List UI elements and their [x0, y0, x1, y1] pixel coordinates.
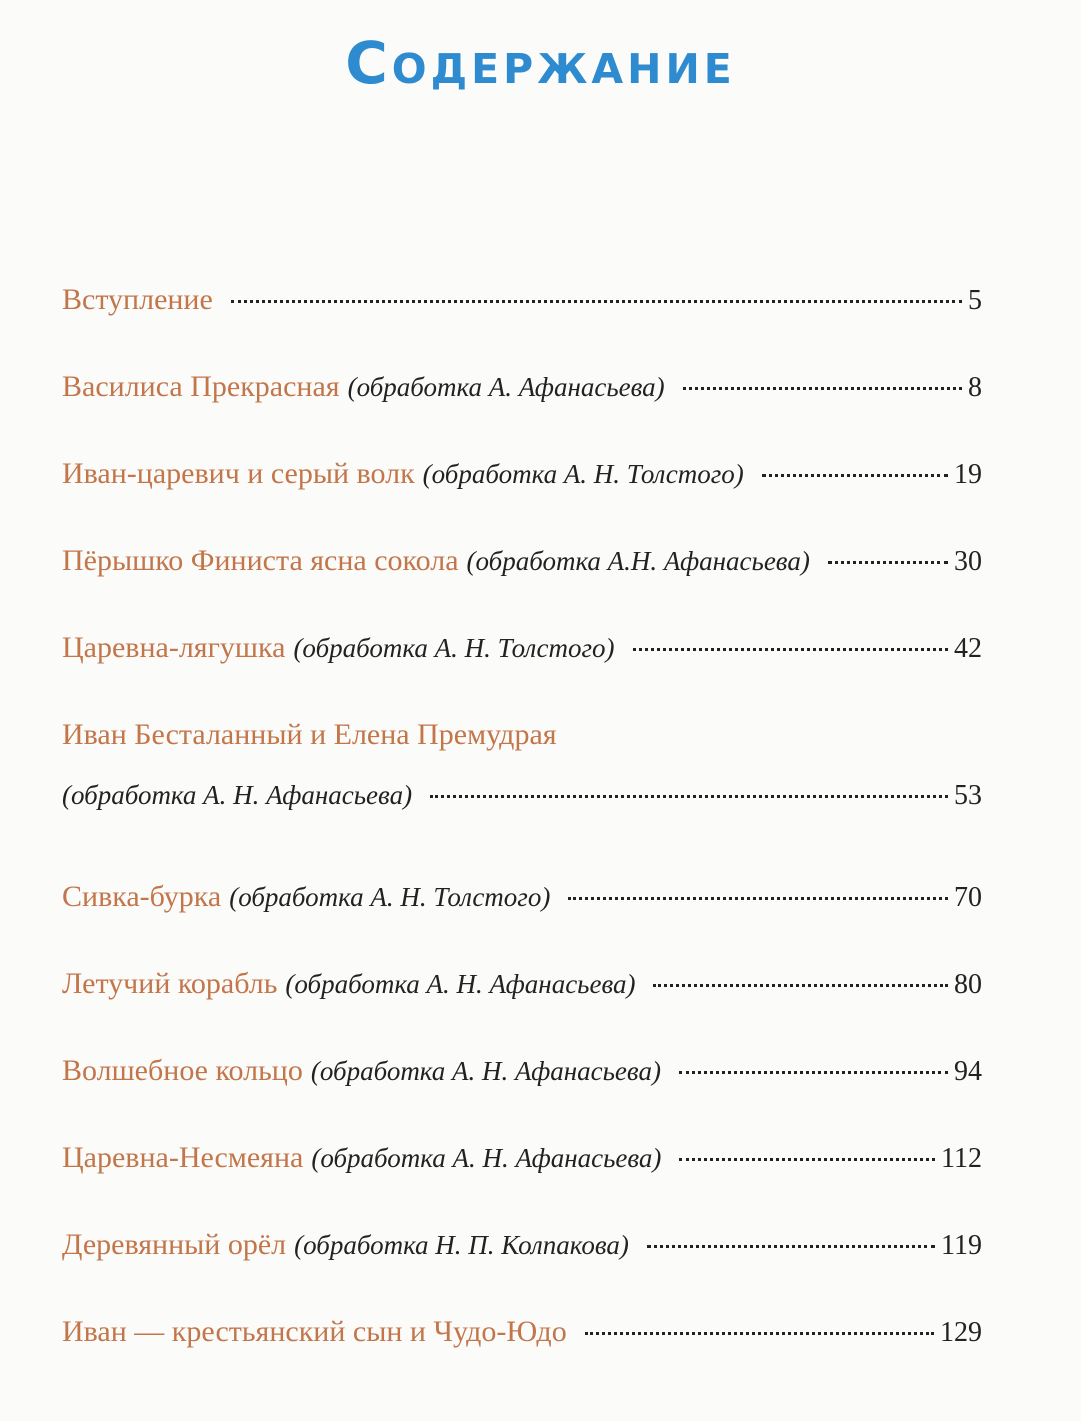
entry-title: Иван — крестьянский сын и Чудо-Юдо	[62, 1315, 567, 1348]
entry-note: (обработка Н. П. Колпакова)	[294, 1230, 629, 1260]
dot-leader	[647, 1245, 935, 1248]
toc-entry[interactable]	[62, 1140, 982, 1227]
toc-entry[interactable]	[62, 543, 982, 630]
page-number: 112	[941, 1143, 982, 1174]
entry-title: Иван Бесталанный и Елена Премудрая	[62, 718, 557, 751]
page-number: 19	[954, 459, 982, 490]
toc-entry[interactable]	[62, 966, 982, 1053]
dot-leader	[568, 897, 948, 900]
dot-leader	[585, 1332, 934, 1335]
entry-title: Летучий корабль	[62, 967, 278, 1000]
page-number: 8	[968, 372, 982, 403]
dot-leader	[430, 795, 948, 798]
page-number: 70	[954, 882, 982, 913]
table-of-contents	[62, 282, 982, 1401]
entry-title: Деревянный орёл	[62, 1228, 287, 1261]
dot-leader	[679, 1158, 935, 1161]
toc-entry[interactable]	[62, 456, 982, 543]
dot-leader	[679, 1071, 948, 1074]
entry-note: (обработка А. Н. Толстого)	[422, 459, 744, 489]
dot-leader	[683, 387, 962, 390]
toc-entry[interactable]	[62, 717, 982, 865]
toc-entry[interactable]	[62, 630, 982, 717]
entry-title: Вступление	[62, 283, 213, 316]
entry-note: (обработка А. Афанасьева)	[347, 372, 665, 402]
page-title: Содержание	[345, 29, 736, 97]
entry-title: Сивка-бурка	[62, 880, 222, 913]
page-number: 30	[954, 546, 982, 577]
entry-title: Царевна-Несмеяна	[62, 1141, 304, 1174]
entry-note: (обработка А. Н. Афанасьева)	[311, 1143, 662, 1173]
dot-leader	[231, 300, 962, 303]
page-number: 80	[954, 969, 982, 1000]
page-number: 129	[940, 1317, 982, 1348]
page-number: 42	[954, 633, 982, 664]
entry-title: Пёрышко Финиста ясна сокола	[62, 544, 459, 577]
toc-entry[interactable]	[62, 1314, 982, 1401]
dot-leader	[633, 648, 948, 651]
dot-leader	[828, 561, 948, 564]
page-number: 119	[941, 1230, 982, 1261]
page-number: 5	[968, 285, 982, 316]
entry-note: (обработка А. Н. Афанасьева)	[285, 969, 636, 999]
page-number: 94	[954, 1056, 982, 1087]
entry-note: (обработка А.Н. Афанасьева)	[466, 546, 810, 576]
entry-note: (обработка А. Н. Толстого)	[229, 882, 551, 912]
entry-title: Иван-царевич и серый волк	[62, 457, 415, 490]
entry-note: (обработка А. Н. Афанасьева)	[62, 780, 413, 810]
dot-leader	[762, 474, 948, 477]
entry-note: (обработка А. Н. Толстого)	[293, 633, 615, 663]
entry-title: Царевна-лягушка	[62, 631, 286, 664]
toc-entry[interactable]	[62, 1227, 982, 1314]
toc-entry[interactable]	[62, 879, 982, 966]
entry-note: (обработка А. Н. Афанасьева)	[310, 1056, 661, 1086]
dot-leader	[653, 984, 948, 987]
entry-title: Василиса Прекрасная	[62, 370, 340, 403]
toc-entry[interactable]	[62, 369, 982, 456]
toc-entry[interactable]	[62, 1053, 982, 1140]
page-number: 53	[954, 780, 982, 811]
toc-entry[interactable]	[62, 282, 982, 369]
entry-title: Волшебное кольцо	[62, 1054, 303, 1087]
